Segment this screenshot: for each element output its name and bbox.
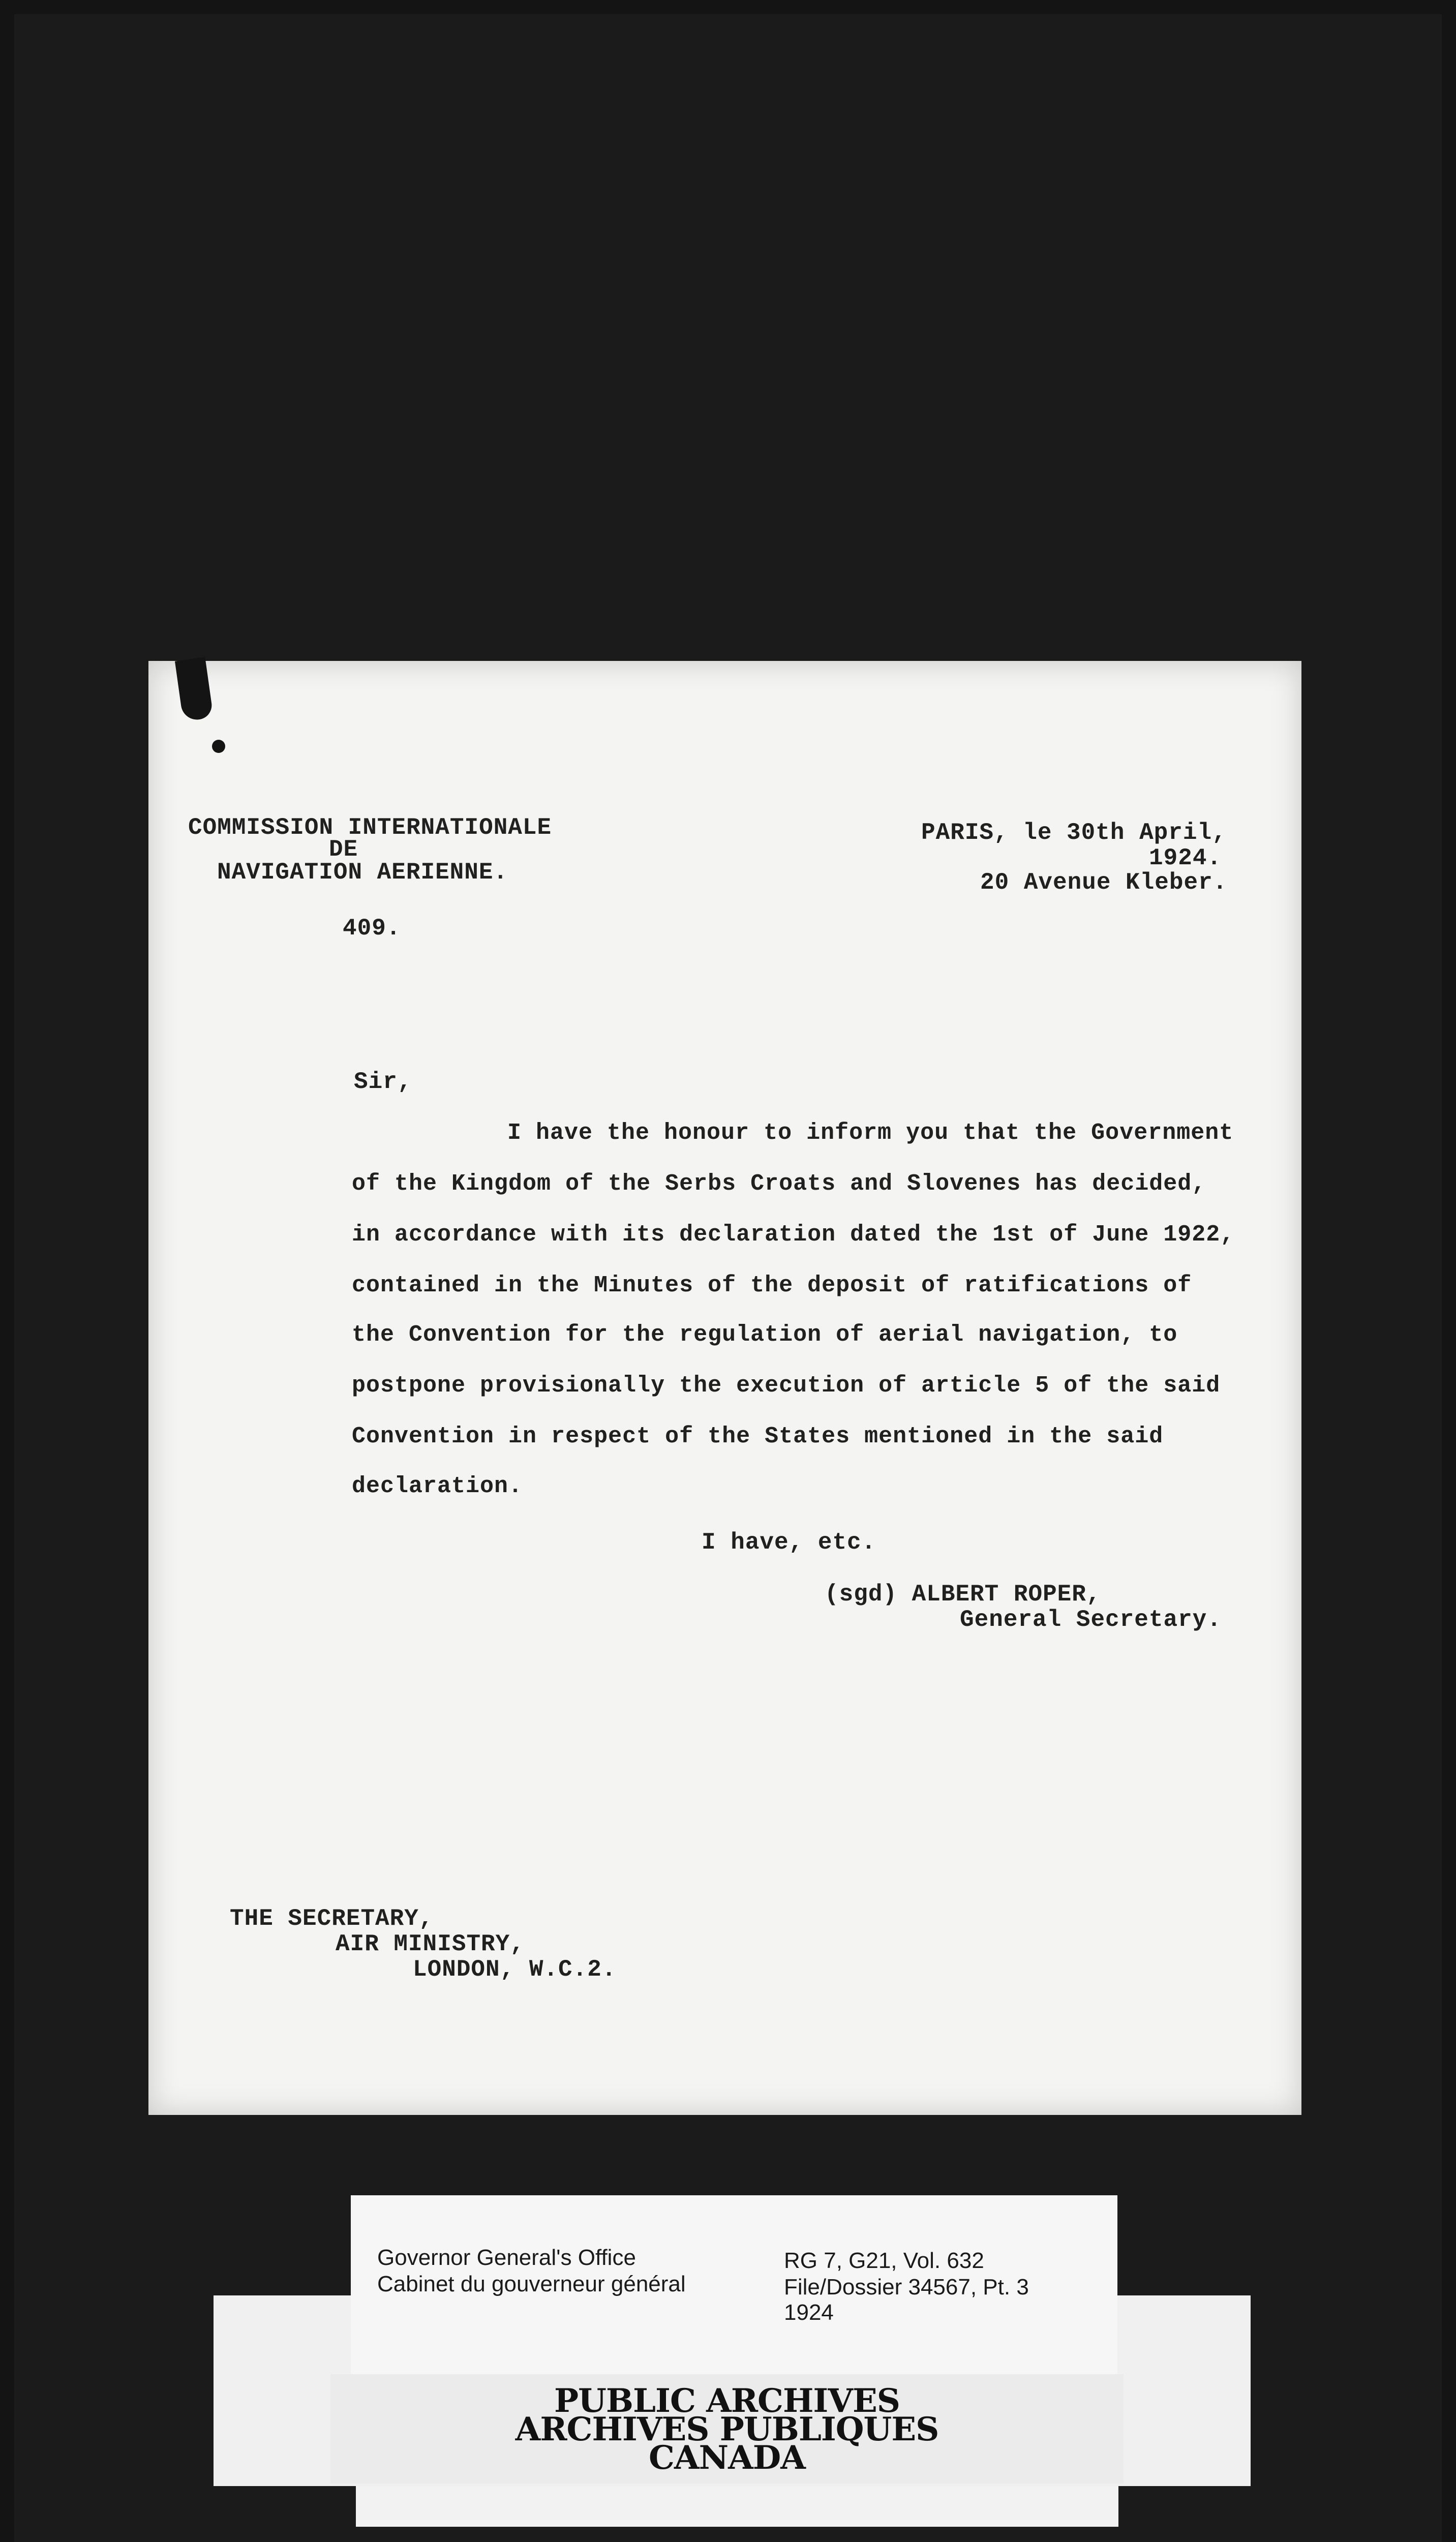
archive-stamp-edge [356,2486,1118,2527]
reference-number: 409. [343,915,401,942]
office-french: Cabinet du gouverneur général [377,2272,686,2296]
closing: I have, etc. [702,1529,876,1556]
signature-title: General Secretary. [960,1607,1222,1633]
office-english: Governor General's Office [377,2245,636,2270]
body-line-5: the Convention for the regulation of aerial navigation, to [352,1322,1178,1348]
body-line-1: I have the honour to inform you that the Government [507,1120,1234,1146]
addressee-line-3: LONDON, W.C.2. [413,1956,617,1983]
archive-reference: RG 7, G21, Vol. 632 [784,2248,984,2273]
date-line-3: 20 Avenue Kleber. [980,869,1228,896]
punch-hole [212,740,225,753]
stamp-line-2: ARCHIVES PUBLIQUES [515,2410,939,2448]
body-line-7: Convention in respect of the States mentioned in the said [352,1424,1164,1449]
salutation: Sir, [354,1069,412,1095]
letter-sheet [148,661,1301,2115]
body-line-6: postpone provisionally the execution of article 5 of the said [352,1373,1221,1399]
body-line-4: contained in the Minutes of the deposit of ratifications of [352,1273,1192,1298]
stamp-line-3: CANADA [649,2439,805,2477]
sender-line-2: DE [329,836,358,863]
date-line-2: 1924. [1149,845,1222,871]
addressee-line-2: AIR MINISTRY, [336,1931,525,1957]
signature: (sgd) ALBERT ROPER, [825,1581,1101,1608]
archive-year: 1924 [784,2300,834,2325]
body-line-3: in accordance with its declaration dated the 1st of June 1922, [352,1222,1235,1248]
archive-file: File/Dossier 34567, Pt. 3 [784,2275,1029,2299]
addressee-line-1: THE SECRETARY, [230,1905,434,1932]
stamp-line-1: PUBLIC ARCHIVES [554,2382,900,2420]
date-line-1: PARIS, le 30th April, [921,820,1227,846]
sender-line-1: COMMISSION INTERNATIONALE [188,814,552,841]
body-line-8: declaration. [352,1473,523,1499]
body-line-2: of the Kingdom of the Serbs Croats and Slovenes has decided, [352,1171,1206,1197]
archive-label [351,2195,1117,2379]
sender-line-3: NAVIGATION AERIENNE. [217,859,508,886]
torn-corner [175,657,214,721]
